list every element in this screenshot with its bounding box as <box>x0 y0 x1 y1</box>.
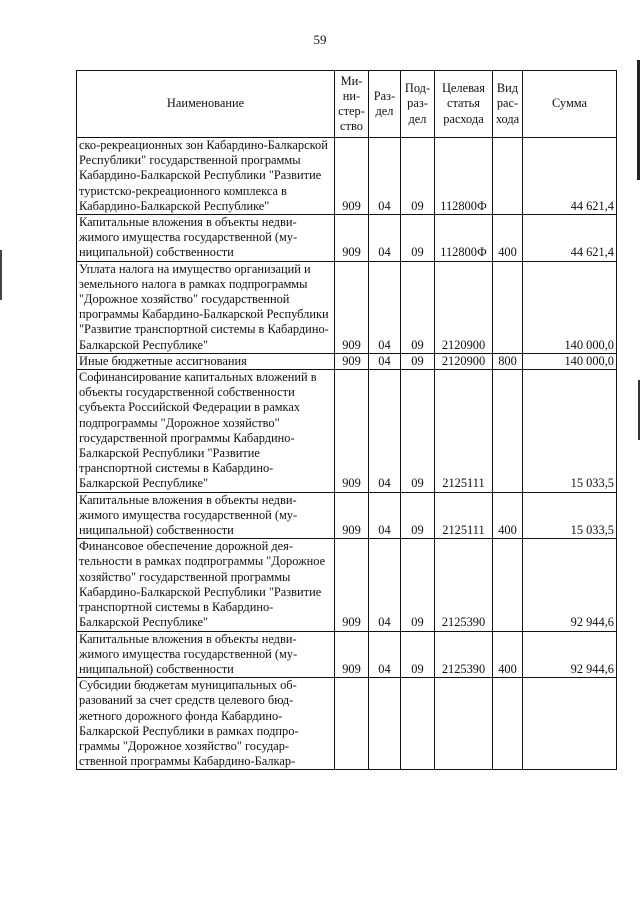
cell-amount: 140 000,0 <box>523 353 617 369</box>
table-row <box>77 215 617 262</box>
cell-name: Капитальные вложения в объекты недвижимого имущества государственной (муниципальной) собственности <box>77 492 335 539</box>
cell-type <box>493 678 523 770</box>
cell-ministry: 909 <box>335 631 369 678</box>
cell-amount: 15 033,5 <box>523 370 617 493</box>
header-name: Наименование <box>77 71 335 138</box>
cell-subsection <box>401 678 435 770</box>
cell-amount: 44 621,4 <box>523 138 617 215</box>
cell-type <box>493 370 523 493</box>
cell-section <box>369 678 401 770</box>
cell-target <box>435 678 493 770</box>
cell-target: 112800Ф <box>435 138 493 215</box>
budget-table <box>76 70 617 770</box>
cell-section: 04 <box>369 215 401 262</box>
cell-target: 2125111 <box>435 370 493 493</box>
table-row <box>77 261 617 353</box>
cell-ministry: 909 <box>335 261 369 353</box>
cell-name: Иные бюджетные ассигнования <box>77 353 335 369</box>
table-row <box>77 631 617 678</box>
cell-target: 2120900 <box>435 353 493 369</box>
cell-section: 04 <box>369 492 401 539</box>
cell-amount: 92 944,6 <box>523 539 617 631</box>
cell-ministry: 909 <box>335 539 369 631</box>
cell-target: 2125390 <box>435 539 493 631</box>
cell-type <box>493 539 523 631</box>
cell-subsection: 09 <box>401 370 435 493</box>
cell-name: Капитальные вложения в объекты недвижимого имущества государственной (муниципальной) собственности <box>77 215 335 262</box>
cell-subsection: 09 <box>401 353 435 369</box>
cell-ministry: 909 <box>335 138 369 215</box>
cell-target: 2125390 <box>435 631 493 678</box>
cell-target: 112800Ф <box>435 215 493 262</box>
cell-name: ско-рекреационных зон Кабардино-Балкарской Республики" государственной программы Кабардино-Балкарской Республики "Развитие туристско-рекреационного комплекса в Кабардино-Балкарской Республике" <box>77 138 335 215</box>
cell-name: Субсидии бюджетам муниципальных образований за счет средств целевого бюджетного дорожного фонда Кабардино-Балкарской Республики в рамках подпрограммы "Дорожное хозяйство" государственной программы Кабардино-Балкар- <box>77 678 335 770</box>
cell-subsection: 09 <box>401 215 435 262</box>
cell-name: Софинансирование капитальных вложений в объекты государственной собственности субъекта Российской Федерации в рамках подпрограммы "Дорожное хозяйство" государственной программы Кабардино-Балкарской Республики "Развитие транспортной системы в Кабардино-Балкарской Республике" <box>77 370 335 493</box>
cell-section: 04 <box>369 631 401 678</box>
table-header-row <box>77 71 617 138</box>
cell-amount: 92 944,6 <box>523 631 617 678</box>
header-type: Вид рас- хода <box>493 71 523 138</box>
cell-type: 800 <box>493 353 523 369</box>
header-target: Целевая статья расхода <box>435 71 493 138</box>
cell-subsection: 09 <box>401 492 435 539</box>
table-row <box>77 370 617 493</box>
cell-section: 04 <box>369 370 401 493</box>
cell-section: 04 <box>369 353 401 369</box>
cell-type: 400 <box>493 215 523 262</box>
cell-subsection: 09 <box>401 539 435 631</box>
table-row <box>77 539 617 631</box>
cell-subsection: 09 <box>401 261 435 353</box>
scan-edge-mark <box>0 250 2 300</box>
cell-name: Капитальные вложения в объекты недвижимого имущества государственной (муниципальной) собственности <box>77 631 335 678</box>
cell-ministry: 909 <box>335 353 369 369</box>
cell-name: Финансовое обеспечение дорожной деятельности в рамках подпрограммы "Дорожное хозяйство" государственной программы Кабардино-Балкарской Республики "Развитие транспортной системы в Кабардино-Балкарской Республике" <box>77 539 335 631</box>
cell-subsection: 09 <box>401 138 435 215</box>
cell-section: 04 <box>369 261 401 353</box>
cell-amount <box>523 678 617 770</box>
cell-type <box>493 138 523 215</box>
cell-type: 400 <box>493 492 523 539</box>
table-row <box>77 353 617 369</box>
cell-ministry: 909 <box>335 370 369 493</box>
table-row <box>77 678 617 770</box>
cell-ministry <box>335 678 369 770</box>
cell-type <box>493 261 523 353</box>
header-section: Раз- дел <box>369 71 401 138</box>
cell-target: 2125111 <box>435 492 493 539</box>
cell-subsection: 09 <box>401 631 435 678</box>
cell-section: 04 <box>369 539 401 631</box>
cell-ministry: 909 <box>335 215 369 262</box>
page-number: 59 <box>313 32 327 47</box>
cell-amount: 44 621,4 <box>523 215 617 262</box>
cell-ministry: 909 <box>335 492 369 539</box>
table-row <box>77 138 617 215</box>
cell-amount: 15 033,5 <box>523 492 617 539</box>
table-row <box>77 492 617 539</box>
header-subsection: Под- раз- дел <box>401 71 435 138</box>
cell-target: 2120900 <box>435 261 493 353</box>
cell-name: Уплата налога на имущество организаций и земельного налога в рамках подпрограммы "Дорожное хозяйство" государственной программы Кабардино-Балкарской Республики "Развитие транспортной системы в Кабардино-Балкарской Республике" <box>77 261 335 353</box>
cell-type: 400 <box>493 631 523 678</box>
cell-amount: 140 000,0 <box>523 261 617 353</box>
header-amount: Сумма <box>523 71 617 138</box>
cell-section: 04 <box>369 138 401 215</box>
header-ministry: Ми- ни- стер- ство <box>335 71 369 138</box>
